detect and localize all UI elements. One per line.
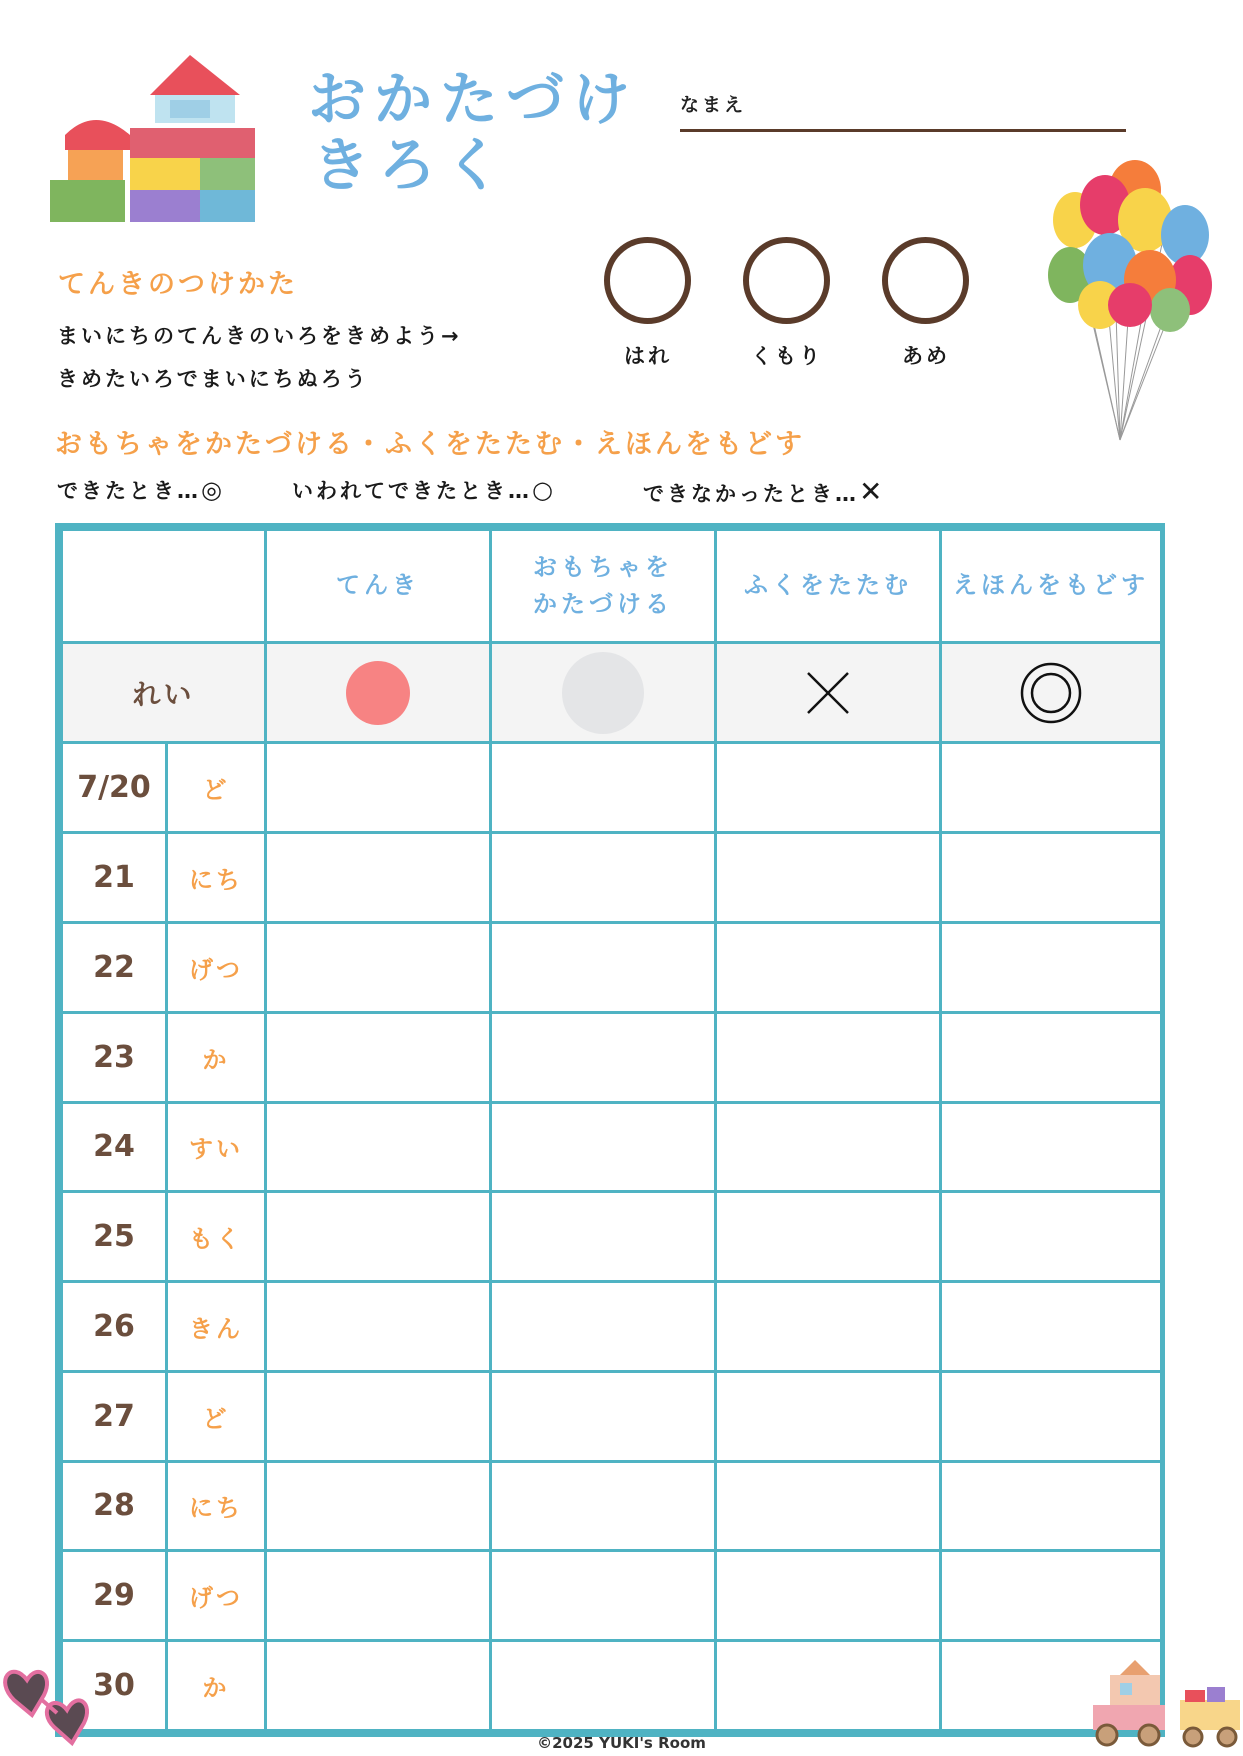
example-toys-cell xyxy=(491,642,716,743)
weekday-cell: すい xyxy=(167,1102,266,1192)
building-blocks-illustration xyxy=(50,50,265,225)
header-toys-line-1: おもちゃを xyxy=(533,552,673,581)
books-cell[interactable] xyxy=(941,1192,1162,1282)
toys-cell[interactable] xyxy=(491,1371,716,1461)
clothes-cell[interactable] xyxy=(716,1641,941,1731)
header-books xyxy=(941,530,1162,643)
table-row xyxy=(62,1461,1162,1551)
header-weather xyxy=(266,530,491,643)
example-label: れい xyxy=(62,642,266,743)
legend-told xyxy=(292,475,556,505)
clothes-cell[interactable] xyxy=(716,1012,941,1102)
date-cell: 21 xyxy=(62,833,167,923)
weather-instruction-2: きめたいろでまいにちぬろう xyxy=(57,367,369,391)
weather-cell[interactable] xyxy=(266,1192,491,1282)
clothes-cell[interactable] xyxy=(716,833,941,923)
circle-icon: ○ xyxy=(532,476,556,504)
toys-cell[interactable] xyxy=(491,1192,716,1282)
weather-cell[interactable] xyxy=(266,833,491,923)
weekday-cell: もく xyxy=(167,1192,266,1282)
books-cell[interactable] xyxy=(941,1551,1162,1641)
weather-cloudy-label: くもり xyxy=(751,344,823,368)
name-input-line[interactable] xyxy=(680,129,1126,132)
legend-not-done xyxy=(643,475,885,508)
date-cell: 25 xyxy=(62,1192,167,1282)
clothes-cell[interactable] xyxy=(716,923,941,1013)
weather-cell[interactable] xyxy=(266,1641,491,1731)
books-cell[interactable] xyxy=(941,1282,1162,1372)
toys-cell[interactable] xyxy=(491,1551,716,1641)
double-circle-mark-icon xyxy=(1020,662,1082,724)
table-row xyxy=(62,1282,1162,1372)
weather-cell[interactable] xyxy=(266,1551,491,1641)
weekday-cell: にち xyxy=(167,1461,266,1551)
date-cell: 29 xyxy=(62,1551,167,1641)
date-cell: 27 xyxy=(62,1371,167,1461)
table-row xyxy=(62,1371,1162,1461)
weather-cell[interactable] xyxy=(266,1461,491,1551)
date-cell: 28 xyxy=(62,1461,167,1551)
clothes-cell[interactable] xyxy=(716,1461,941,1551)
table-row xyxy=(62,1102,1162,1192)
title-line-1: おかたづけ xyxy=(308,65,639,133)
date-cell: 7/20 xyxy=(62,743,167,833)
weekday-cell: か xyxy=(167,1641,266,1731)
example-weather-dot xyxy=(346,661,410,725)
books-cell[interactable] xyxy=(941,1102,1162,1192)
legend-told-label: いわれてできたとき… xyxy=(292,479,532,503)
table-row xyxy=(62,833,1162,923)
legend-done-label: できたとき… xyxy=(57,479,201,503)
title-line-2: きろく xyxy=(312,131,511,199)
name-label: なまえ xyxy=(680,94,747,116)
date-cell: 23 xyxy=(62,1012,167,1102)
header-clothes-label: ふくをたたむ xyxy=(744,571,912,600)
weekday-cell: げつ xyxy=(167,923,266,1013)
weather-sunny-label: はれ xyxy=(624,344,672,368)
tasks-heading: おもちゃをかたづける・ふくをたたむ・えほんをもどす xyxy=(55,429,805,460)
example-clothes-cell xyxy=(716,642,941,743)
weather-cell[interactable] xyxy=(266,923,491,1013)
example-toys-dot xyxy=(562,652,644,734)
weekday-cell: にち xyxy=(167,833,266,923)
cross-mark-icon xyxy=(806,671,850,715)
clothes-cell[interactable] xyxy=(716,1192,941,1282)
header-toys-line-2: かたづける xyxy=(533,589,673,618)
example-row xyxy=(62,642,1162,743)
books-cell[interactable] xyxy=(941,743,1162,833)
books-cell[interactable] xyxy=(941,923,1162,1013)
toys-cell[interactable] xyxy=(491,1102,716,1192)
clothes-cell[interactable] xyxy=(716,1102,941,1192)
header-weather-label: てんき xyxy=(336,571,420,600)
example-weather-cell xyxy=(266,642,491,743)
weekday-cell: ど xyxy=(167,743,266,833)
toys-cell[interactable] xyxy=(491,1461,716,1551)
cross-icon: ✕ xyxy=(859,475,886,508)
header-books-label: えほんをもどす xyxy=(953,571,1149,600)
weather-cell[interactable] xyxy=(266,1012,491,1102)
weekday-cell: きん xyxy=(167,1282,266,1372)
date-cell: 22 xyxy=(62,923,167,1013)
balloons-illustration xyxy=(1045,160,1215,450)
table-row xyxy=(62,1012,1162,1102)
date-cell: 30 xyxy=(62,1641,167,1731)
weather-instruction-1: まいにちのてんきのいろをきめよう→ xyxy=(57,324,462,348)
toys-cell[interactable] xyxy=(491,923,716,1013)
weather-rainy-color-circle[interactable] xyxy=(882,237,969,324)
books-cell[interactable] xyxy=(941,1012,1162,1102)
record-table xyxy=(55,523,1165,1737)
books-cell[interactable] xyxy=(941,1461,1162,1551)
weather-cell[interactable] xyxy=(266,1282,491,1372)
date-cell: 26 xyxy=(62,1282,167,1372)
toys-cell[interactable] xyxy=(491,1282,716,1372)
weather-cell[interactable] xyxy=(266,1102,491,1192)
table-row xyxy=(62,1551,1162,1641)
legend-done xyxy=(57,475,225,505)
toys-cell[interactable] xyxy=(491,1641,716,1731)
weekday-cell: か xyxy=(167,1012,266,1102)
table-row xyxy=(62,743,1162,833)
weather-cell[interactable] xyxy=(266,743,491,833)
weekday-cell: ど xyxy=(167,1371,266,1461)
table-row xyxy=(62,1192,1162,1282)
toys-cell[interactable] xyxy=(491,833,716,923)
header-clothes xyxy=(716,530,941,643)
table-row xyxy=(62,923,1162,1013)
double-circle-icon: ◎ xyxy=(201,476,225,504)
weather-sunny-color-circle[interactable] xyxy=(604,237,691,324)
weather-rainy-label: あめ xyxy=(902,344,950,368)
books-cell[interactable] xyxy=(941,1371,1162,1461)
toys-cell[interactable] xyxy=(491,743,716,833)
date-cell: 24 xyxy=(62,1102,167,1192)
example-books-cell xyxy=(941,642,1162,743)
toys-cell[interactable] xyxy=(491,1012,716,1102)
weather-cloudy-color-circle[interactable] xyxy=(743,237,830,324)
clothes-cell[interactable] xyxy=(716,1551,941,1641)
legend-not-done-label: できなかったとき… xyxy=(643,482,859,506)
copyright-footer: ©2025 YUKI's Room xyxy=(537,1734,706,1752)
clothes-cell[interactable] xyxy=(716,1371,941,1461)
weather-heading: てんきのつけかた xyxy=(58,269,298,300)
clothes-cell[interactable] xyxy=(716,1282,941,1372)
header-toys xyxy=(491,530,716,643)
table-header-row xyxy=(62,530,1162,643)
weather-cell[interactable] xyxy=(266,1371,491,1461)
table-row xyxy=(62,1641,1162,1731)
weekday-cell: げつ xyxy=(167,1551,266,1641)
header-blank-cell xyxy=(62,530,266,643)
clothes-cell[interactable] xyxy=(716,743,941,833)
books-cell[interactable] xyxy=(941,833,1162,923)
